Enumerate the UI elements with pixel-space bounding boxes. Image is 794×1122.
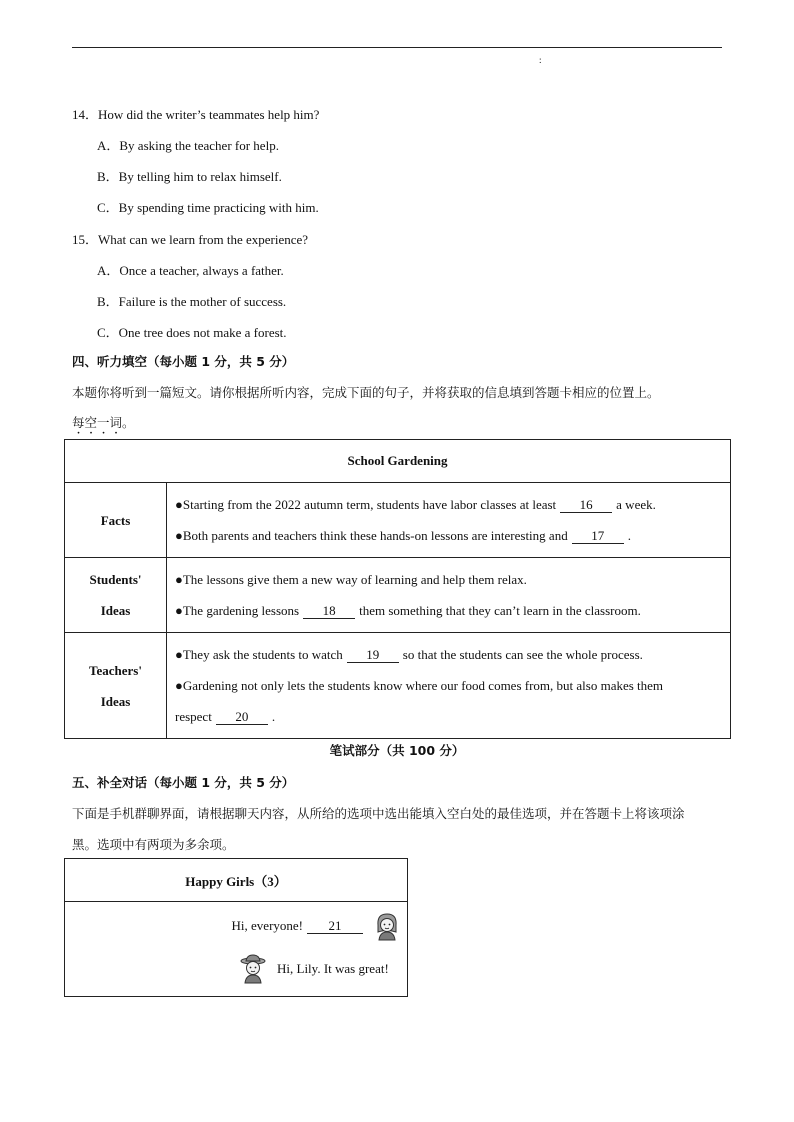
group-chat-box — [64, 858, 408, 997]
teachers-1-end: so that the students can see the whole process. — [402, 647, 643, 662]
facts-label: Facts — [65, 483, 167, 558]
teachers-line-1 — [175, 639, 722, 670]
chat-title: Happy Girls（3） — [65, 859, 407, 902]
facts-line-1 — [175, 489, 722, 520]
teachers-label-line-1: Teachers' — [89, 662, 142, 678]
blank-16: 16 — [560, 497, 612, 513]
blank-19: 19 — [347, 647, 399, 663]
question-15-option-b: B．Failure is the mother of success. — [97, 294, 287, 309]
teachers-3-text: respect — [175, 709, 212, 724]
students-2-end: them something that they can’t learn in the classroom. — [359, 603, 641, 618]
question-14-option-b: B．By telling him to relax himself. — [97, 169, 282, 184]
written-part-heading: 笔试部分（共 100 分） — [329, 743, 465, 758]
chat-message-2 — [239, 954, 389, 984]
question-14-option-a: A．By asking the teacher for help. — [97, 138, 279, 153]
question-15-stem: 15．What can we learn from the experience? — [72, 232, 309, 247]
teachers-1-text: ●They ask the students to watch — [175, 647, 343, 662]
students-ideas-label — [65, 558, 167, 633]
header-mark: : — [539, 55, 542, 65]
question-14-stem: 14．How did the writer’s teammates help him? — [72, 107, 320, 122]
chat-message-1-text: Hi, everyone! — [231, 918, 303, 933]
school-gardening-table — [64, 439, 731, 739]
girl-with-hat-avatar-icon — [239, 954, 267, 984]
students-2-text: ●The gardening lessons — [175, 603, 300, 618]
section4-instruction-end: 。 — [122, 415, 135, 430]
section4-instruction: 本题你将听到一篇短文。请你根据所听内容，完成下面的句子，并将获取的信息填到答题卡相应的位置上。 — [72, 385, 660, 400]
teachers-label-line-2: Ideas — [100, 693, 131, 709]
chat-message-1 — [232, 911, 401, 941]
blank-17: 17 — [572, 528, 624, 544]
section4-emphasis: 每空一词 — [72, 415, 123, 430]
question-15-option-a: A．Once a teacher, always a father. — [97, 263, 284, 278]
section4-title: 四、听力填空（每小题 1 分，共 5 分） — [72, 354, 295, 369]
teachers-line-2: ●Gardening not only lets the students know where our food comes from, but also makes them — [175, 678, 664, 693]
teachers-line-3 — [175, 701, 722, 732]
header-rule — [72, 47, 722, 48]
section5-instruction-2: 黑。选项中有两项为多余项。 — [72, 837, 235, 852]
facts-cell — [167, 483, 731, 558]
facts-2-end: . — [627, 528, 631, 543]
facts-line-2 — [175, 520, 722, 551]
facts-1-end: a week. — [616, 497, 656, 512]
chat-message-2-text: Hi, Lily. It was great! — [277, 961, 389, 976]
question-14-option-c: C．By spending time practicing with him. — [97, 200, 319, 215]
students-line-2 — [175, 595, 722, 626]
blank-18: 18 — [303, 603, 355, 619]
teachers-ideas-cell — [167, 633, 731, 739]
girl-avatar-icon — [373, 911, 401, 941]
section5-title: 五、补全对话（每小题 1 分，共 5 分） — [72, 775, 295, 790]
question-15-option-c: C．One tree does not make a forest. — [97, 325, 287, 340]
teachers-3-end: . — [271, 709, 276, 724]
facts-1-text: ●Starting from the 2022 autumn term, students have labor classes at least — [175, 497, 557, 512]
table-title: School Gardening — [65, 440, 731, 483]
students-line-1: ●The lessons give them a new way of learning and help them relax. — [175, 572, 527, 587]
facts-2-text: ●Both parents and teachers think these hands-on lessons are interesting and — [175, 528, 568, 543]
students-ideas-cell — [167, 558, 731, 633]
section5-instruction-1: 下面是手机群聊界面，请根据聊天内容，从所给的选项中选出能填入空白处的最佳选项，并在答题卡上将该项涂 — [72, 806, 685, 821]
blank-20: 20 — [216, 709, 268, 725]
teachers-ideas-label — [65, 633, 167, 739]
blank-21: 21 — [307, 918, 363, 934]
students-label-line-2: Ideas — [100, 603, 131, 618]
students-label-line-1: Students' — [89, 572, 142, 587]
section4-instruction-line2 — [72, 413, 135, 437]
